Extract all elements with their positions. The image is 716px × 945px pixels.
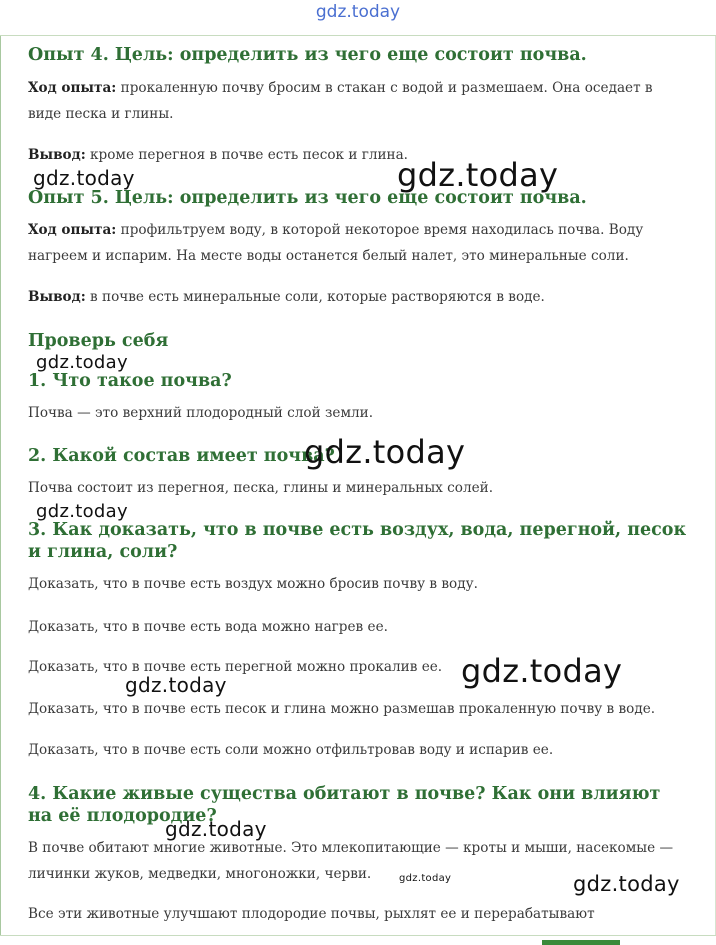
watermark: gdz.today bbox=[36, 501, 128, 522]
conclusion-label: Вывод: bbox=[28, 147, 86, 163]
watermark: gdz.today bbox=[573, 872, 680, 896]
watermark: gdz.today bbox=[399, 873, 452, 884]
bottom-divider bbox=[0, 935, 716, 936]
conclusion-label: Вывод: bbox=[28, 289, 86, 305]
conclusion-text: в почве есть минеральные соли, которые растворяются в воде. bbox=[85, 289, 545, 305]
question-4-answer-fertility: Все эти животные улучшают плодородие почвы, рыхлят ее и перерабатывают bbox=[28, 906, 595, 922]
watermark: gdz.today bbox=[397, 156, 559, 194]
watermark: gdz.today bbox=[165, 817, 267, 841]
watermark: gdz.today bbox=[33, 166, 135, 190]
experiment-5-procedure bbox=[28, 217, 688, 269]
experiment-4-procedure bbox=[28, 75, 688, 127]
question-4-answer-animals: В почве обитают многие животные. Это млекопитающие — кроты и мыши, насекомые — личинки жуков, медведки, многоножки, черви. bbox=[28, 840, 674, 882]
conclusion-text: кроме перегноя в почве есть песок и глина. bbox=[85, 147, 409, 163]
top-bar bbox=[0, 0, 716, 36]
question-4-title: 4. Какие живые существа обитают в почве? Как они влияют на её плодородие? bbox=[28, 784, 661, 826]
question-1-title: 1. Что такое почва? bbox=[28, 371, 232, 391]
question-2-answer: Почва состоит из перегноя, песка, глины и минеральных солей. bbox=[28, 480, 494, 496]
question-3-answer-humus: Доказать, что в почве есть перегной можно прокалив ее. bbox=[28, 659, 443, 675]
question-3-answer-sand-clay: Доказать, что в почве есть песок и глина можно размешав прокаленную почву в воде. bbox=[28, 701, 656, 717]
question-3-answer-salts: Доказать, что в почве есть соли можно отфильтровав воду и испарив ее. bbox=[28, 742, 554, 758]
question-1-answer: Почва — это верхний плодородный слой земли. bbox=[28, 405, 374, 421]
bottom-tab[interactable] bbox=[542, 940, 620, 945]
procedure-text: прокаленную почву бросим в стакан с водой и размешаем. Она оседает в виде песка и глины. bbox=[28, 80, 653, 122]
experiment-5-conclusion bbox=[28, 284, 688, 310]
experiment-4-conclusion bbox=[28, 142, 688, 168]
site-logo[interactable]: gdz.today bbox=[315, 2, 401, 22]
procedure-label: Ход опыта: bbox=[28, 222, 117, 238]
question-3-answer-air: Доказать, что в почве есть воздух можно бросив почву в воду. bbox=[28, 576, 478, 592]
procedure-text: профильтруем воду, в которой некоторое время находилась почва. Воду нагреем и испарим. На месте воды останется белый налет, это минеральные соли. bbox=[28, 222, 644, 264]
left-border bbox=[0, 36, 1, 936]
experiment-4-title: Опыт 4. Цель: определить из чего еще состоит почва. bbox=[28, 45, 587, 65]
question-3-title: 3. Как доказать, что в почве есть воздух, вода, перегной, песок и глина, соли? bbox=[28, 520, 687, 562]
watermark: gdz.today bbox=[125, 673, 227, 697]
experiment-5-title: Опыт 5. Цель: определить из чего еще состоит почва. bbox=[28, 188, 587, 208]
question-3-answer-water: Доказать, что в почве есть вода можно нагрев ее. bbox=[28, 619, 388, 635]
watermark: gdz.today bbox=[461, 652, 623, 690]
question-2-title: 2. Какой состав имеет почва? bbox=[28, 446, 335, 466]
watermark: gdz.today bbox=[304, 433, 466, 471]
watermark: gdz.today bbox=[36, 352, 128, 373]
procedure-label: Ход опыта: bbox=[28, 80, 117, 96]
check-yourself-heading: Проверь себя bbox=[28, 331, 169, 351]
top-divider bbox=[0, 35, 716, 36]
